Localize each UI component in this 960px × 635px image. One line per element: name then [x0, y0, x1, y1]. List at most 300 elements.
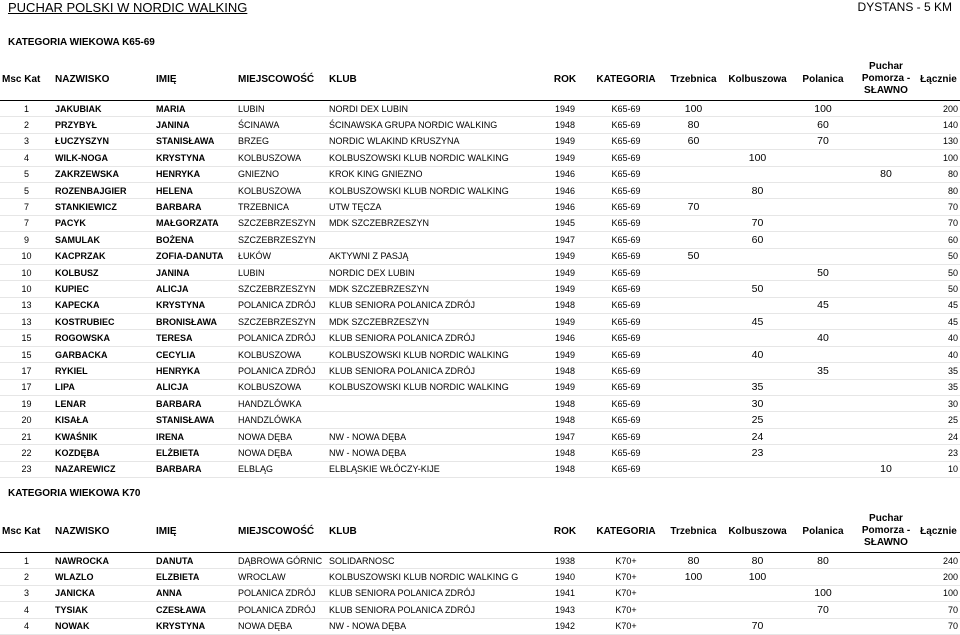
- cell-rok: 1948: [541, 363, 589, 379]
- cell-trzebnica: [663, 412, 724, 428]
- cell-lacznie: 45: [917, 297, 960, 313]
- cell-rok: 1949: [541, 264, 589, 280]
- cell-pomorza: [855, 346, 917, 362]
- cell-trzebnica: 50: [663, 248, 724, 264]
- table-row: [0, 553, 960, 569]
- cell-lacznie: 100: [917, 585, 960, 601]
- table-row: [0, 117, 960, 133]
- cell-msc: 17: [0, 363, 53, 379]
- cell-lacznie: 45: [917, 314, 960, 330]
- cell-trzebnica: [663, 396, 724, 412]
- cell-trzebnica: [663, 363, 724, 379]
- col-header-msc: Msc Kat: [0, 58, 53, 101]
- cell-msc: 4: [0, 618, 53, 634]
- cell-klub: [327, 396, 541, 412]
- cell-imie: MAŁGORZATA: [154, 215, 236, 231]
- cell-klub: AKTYWNI Z PASJĄ: [327, 248, 541, 264]
- cell-nazwisko: KOSTRUBIEC: [53, 314, 154, 330]
- cell-pomorza: 80: [855, 166, 917, 182]
- category-title: KATEGORIA WIEKOWA K65-69: [8, 37, 155, 48]
- cell-kolbuszowa: [724, 330, 791, 346]
- cell-klub: KLUB SENIORA POLANICA ZDRÓJ: [327, 363, 541, 379]
- col-header-imie: IMIĘ: [154, 510, 236, 553]
- cell-rok: 1949: [541, 101, 589, 117]
- cell-nazwisko: JANICKA: [53, 585, 154, 601]
- cell-rok: 1943: [541, 602, 589, 618]
- cell-kolbuszowa: [724, 602, 791, 618]
- table-row: [0, 281, 960, 297]
- col-header-nazwisko: NAZWISKO: [53, 58, 154, 101]
- cell-polanica: [791, 182, 855, 198]
- col-header-pomorza-line3: SŁAWNO: [864, 85, 908, 96]
- results-table-k70: [0, 510, 960, 635]
- cell-rok: 1948: [541, 297, 589, 313]
- cell-kolbuszowa: [724, 585, 791, 601]
- cell-nazwisko: STANKIEWICZ: [53, 199, 154, 215]
- cell-miejscowosc: LUBIN: [236, 264, 327, 280]
- cell-polanica: [791, 428, 855, 444]
- cell-nazwisko: RYKIEL: [53, 363, 154, 379]
- cell-polanica: 100: [791, 585, 855, 601]
- distance-label: DYSTANS - 5 KM: [857, 0, 952, 14]
- table-row: [0, 585, 960, 601]
- cell-imie: STANISŁAWA: [154, 133, 236, 149]
- cell-nazwisko: SAMULAK: [53, 232, 154, 248]
- cell-lacznie: 70: [917, 618, 960, 634]
- cell-msc: 5: [0, 182, 53, 198]
- cell-polanica: [791, 461, 855, 477]
- cell-rok: 1946: [541, 199, 589, 215]
- cell-lacznie: 80: [917, 166, 960, 182]
- cell-rok: 1949: [541, 379, 589, 395]
- cell-imie: ANNA: [154, 585, 236, 601]
- table-row: [0, 379, 960, 395]
- cell-msc: 15: [0, 346, 53, 362]
- cell-rok: 1949: [541, 133, 589, 149]
- cell-pomorza: [855, 569, 917, 585]
- cell-rok: 1948: [541, 412, 589, 428]
- cell-imie: ALICJA: [154, 379, 236, 395]
- document-header: [0, 0, 960, 16]
- col-header-pomorza-line2: Pomorza -: [861, 525, 911, 536]
- cell-kategoria: K65-69: [589, 297, 663, 313]
- cell-pomorza: [855, 363, 917, 379]
- table-row: [0, 396, 960, 412]
- cell-polanica: 100: [791, 101, 855, 117]
- cell-kolbuszowa: 23: [724, 445, 791, 461]
- cell-polanica: [791, 396, 855, 412]
- cell-pomorza: [855, 133, 917, 149]
- cell-trzebnica: [663, 445, 724, 461]
- cell-imie: HELENA: [154, 182, 236, 198]
- cell-rok: 1948: [541, 117, 589, 133]
- cell-nazwisko: KACPRZAK: [53, 248, 154, 264]
- cell-polanica: [791, 618, 855, 634]
- cell-miejscowosc: SZCZEBRZESZYN: [236, 314, 327, 330]
- cell-msc: 3: [0, 585, 53, 601]
- cell-msc: 5: [0, 166, 53, 182]
- cell-imie: ZOFIA-DANUTA: [154, 248, 236, 264]
- cell-nazwisko: ROZENBAJGIER: [53, 182, 154, 198]
- cell-miejscowosc: NOWA DĘBA: [236, 618, 327, 634]
- cell-polanica: 80: [791, 553, 855, 569]
- cell-rok: 1949: [541, 314, 589, 330]
- cell-klub: MDK SZCZEBRZESZYN: [327, 215, 541, 231]
- cell-kategoria: K65-69: [589, 363, 663, 379]
- cell-lacznie: 10: [917, 461, 960, 477]
- col-header-miejscowosc: MIEJSCOWOŚĆ: [236, 58, 327, 101]
- col-header-lacznie: Łącznie: [917, 510, 960, 553]
- document-title: PUCHAR POLSKI W NORDIC WALKING: [8, 0, 248, 15]
- cell-klub: KOLBUSZOWSKI KLUB NORDIC WALKING: [327, 150, 541, 166]
- cell-miejscowosc: SZCZEBRZESZYN: [236, 281, 327, 297]
- cell-nazwisko: TYSIAK: [53, 602, 154, 618]
- cell-rok: 1946: [541, 166, 589, 182]
- cell-pomorza: [855, 412, 917, 428]
- cell-imie: BOŻENA: [154, 232, 236, 248]
- cell-pomorza: [855, 117, 917, 133]
- cell-trzebnica: [663, 215, 724, 231]
- cell-miejscowosc: KOLBUSZOWA: [236, 379, 327, 395]
- category-title: KATEGORIA WIEKOWA K70: [8, 488, 141, 499]
- cell-rok: 1942: [541, 618, 589, 634]
- col-header-lacznie: Łącznie: [917, 58, 960, 101]
- cell-lacznie: 35: [917, 363, 960, 379]
- col-header-kolbuszowa: Kolbuszowa: [724, 58, 791, 101]
- cell-trzebnica: [663, 379, 724, 395]
- cell-msc: 10: [0, 281, 53, 297]
- table-row: [0, 248, 960, 264]
- cell-pomorza: [855, 101, 917, 117]
- cell-pomorza: [855, 553, 917, 569]
- cell-miejscowosc: DĄBROWA GÓRNIC: [236, 553, 327, 569]
- cell-polanica: [791, 445, 855, 461]
- cell-imie: MARIA: [154, 101, 236, 117]
- cell-pomorza: [855, 297, 917, 313]
- cell-rok: 1945: [541, 215, 589, 231]
- cell-klub: [327, 412, 541, 428]
- cell-polanica: [791, 166, 855, 182]
- cell-kategoria: K65-69: [589, 461, 663, 477]
- col-header-pomorza: [855, 510, 917, 553]
- cell-kategoria: K65-69: [589, 166, 663, 182]
- cell-imie: HENRYKA: [154, 166, 236, 182]
- cell-klub: NORDIC DEX LUBIN: [327, 264, 541, 280]
- table-header-row: [0, 58, 960, 101]
- col-header-kategoria: KATEGORIA: [589, 510, 663, 553]
- cell-polanica: 45: [791, 297, 855, 313]
- cell-trzebnica: [663, 166, 724, 182]
- cell-miejscowosc: ELBLĄG: [236, 461, 327, 477]
- table-row: [0, 618, 960, 634]
- table-row: [0, 428, 960, 444]
- cell-polanica: [791, 150, 855, 166]
- cell-polanica: [791, 232, 855, 248]
- cell-klub: NORDIC WLAKIND KRUSZYNA: [327, 133, 541, 149]
- cell-kategoria: K65-69: [589, 150, 663, 166]
- cell-msc: 1: [0, 553, 53, 569]
- cell-pomorza: [855, 428, 917, 444]
- cell-kolbuszowa: [724, 117, 791, 133]
- table-row: [0, 314, 960, 330]
- cell-pomorza: [855, 314, 917, 330]
- cell-trzebnica: [663, 330, 724, 346]
- cell-kategoria: K70+: [589, 585, 663, 601]
- cell-kolbuszowa: 80: [724, 553, 791, 569]
- col-header-pomorza: [855, 58, 917, 101]
- cell-trzebnica: [663, 602, 724, 618]
- cell-trzebnica: [663, 232, 724, 248]
- cell-polanica: 70: [791, 133, 855, 149]
- cell-kolbuszowa: [724, 461, 791, 477]
- cell-msc: 10: [0, 248, 53, 264]
- cell-kolbuszowa: [724, 363, 791, 379]
- cell-imie: KRYSTYNA: [154, 297, 236, 313]
- table-row: [0, 199, 960, 215]
- cell-kategoria: K70+: [589, 569, 663, 585]
- cell-nazwisko: KUPIEC: [53, 281, 154, 297]
- cell-kategoria: K65-69: [589, 346, 663, 362]
- cell-klub: NORDI DEX LUBIN: [327, 101, 541, 117]
- cell-nazwisko: NAWROCKA: [53, 553, 154, 569]
- cell-klub: KOLBUSZOWSKI KLUB NORDIC WALKING G: [327, 569, 541, 585]
- cell-imie: BRONISŁAWA: [154, 314, 236, 330]
- cell-rok: 1947: [541, 428, 589, 444]
- cell-kolbuszowa: [724, 248, 791, 264]
- cell-klub: KLUB SENIORA POLANICA ZDRÓJ: [327, 297, 541, 313]
- cell-kolbuszowa: 100: [724, 150, 791, 166]
- cell-klub: KROK KING GNIEZNO: [327, 166, 541, 182]
- cell-trzebnica: [663, 281, 724, 297]
- cell-kategoria: K65-69: [589, 248, 663, 264]
- cell-kolbuszowa: 40: [724, 346, 791, 362]
- cell-miejscowosc: KOLBUSZOWA: [236, 182, 327, 198]
- cell-lacznie: 50: [917, 281, 960, 297]
- cell-polanica: [791, 281, 855, 297]
- cell-lacznie: 40: [917, 346, 960, 362]
- cell-trzebnica: [663, 297, 724, 313]
- cell-klub: ŚCINAWSKA GRUPA NORDIC WALKING: [327, 117, 541, 133]
- cell-msc: 23: [0, 461, 53, 477]
- cell-trzebnica: 70: [663, 199, 724, 215]
- cell-pomorza: [855, 199, 917, 215]
- cell-miejscowosc: POLANICA ZDRÓJ: [236, 585, 327, 601]
- cell-rok: 1949: [541, 281, 589, 297]
- cell-msc: 22: [0, 445, 53, 461]
- cell-nazwisko: KOZDĘBA: [53, 445, 154, 461]
- table-header-row: [0, 510, 960, 553]
- cell-miejscowosc: HANDZLÓWKA: [236, 396, 327, 412]
- cell-msc: 4: [0, 150, 53, 166]
- cell-rok: 1947: [541, 232, 589, 248]
- cell-nazwisko: NAZAREWICZ: [53, 461, 154, 477]
- cell-trzebnica: [663, 314, 724, 330]
- col-header-pomorza-line3: SŁAWNO: [864, 537, 908, 548]
- cell-kategoria: K65-69: [589, 428, 663, 444]
- cell-lacznie: 24: [917, 428, 960, 444]
- cell-trzebnica: 60: [663, 133, 724, 149]
- cell-msc: 20: [0, 412, 53, 428]
- table-row: [0, 297, 960, 313]
- cell-kategoria: K65-69: [589, 117, 663, 133]
- cell-polanica: 70: [791, 602, 855, 618]
- col-header-trzebnica: Trzebnica: [663, 58, 724, 101]
- cell-trzebnica: [663, 618, 724, 634]
- cell-kolbuszowa: 60: [724, 232, 791, 248]
- cell-rok: 1946: [541, 182, 589, 198]
- cell-imie: DANUTA: [154, 553, 236, 569]
- cell-pomorza: [855, 396, 917, 412]
- cell-pomorza: [855, 585, 917, 601]
- cell-kolbuszowa: 30: [724, 396, 791, 412]
- table-row: [0, 330, 960, 346]
- cell-klub: UTW TĘCZA: [327, 199, 541, 215]
- cell-pomorza: [855, 281, 917, 297]
- cell-pomorza: [855, 248, 917, 264]
- cell-kategoria: K65-69: [589, 445, 663, 461]
- cell-kolbuszowa: [724, 199, 791, 215]
- cell-msc: 3: [0, 133, 53, 149]
- cell-miejscowosc: SZCZEBRZESZYN: [236, 232, 327, 248]
- col-header-nazwisko: NAZWISKO: [53, 510, 154, 553]
- cell-pomorza: [855, 232, 917, 248]
- cell-lacznie: 140: [917, 117, 960, 133]
- cell-klub: NW - NOWA DĘBA: [327, 445, 541, 461]
- cell-lacznie: 60: [917, 232, 960, 248]
- cell-trzebnica: 100: [663, 101, 724, 117]
- col-header-polanica: Polanica: [791, 510, 855, 553]
- table-row: [0, 232, 960, 248]
- col-header-rok: ROK: [541, 510, 589, 553]
- cell-imie: HENRYKA: [154, 363, 236, 379]
- col-header-klub: KLUB: [327, 58, 541, 101]
- col-header-miejscowosc: MIEJSCOWOŚĆ: [236, 510, 327, 553]
- cell-nazwisko: WILK-NOGA: [53, 150, 154, 166]
- cell-kolbuszowa: 80: [724, 182, 791, 198]
- cell-polanica: 60: [791, 117, 855, 133]
- cell-imie: CECYLIA: [154, 346, 236, 362]
- cell-kolbuszowa: [724, 166, 791, 182]
- cell-kategoria: K65-69: [589, 330, 663, 346]
- cell-klub: KOLBUSZOWSKI KLUB NORDIC WALKING: [327, 182, 541, 198]
- cell-trzebnica: 80: [663, 117, 724, 133]
- table-row: [0, 166, 960, 182]
- cell-nazwisko: JAKUBIAK: [53, 101, 154, 117]
- cell-miejscowosc: ŚCINAWA: [236, 117, 327, 133]
- cell-pomorza: [855, 602, 917, 618]
- col-header-rok: ROK: [541, 58, 589, 101]
- cell-trzebnica: 100: [663, 569, 724, 585]
- cell-polanica: 35: [791, 363, 855, 379]
- cell-rok: 1946: [541, 330, 589, 346]
- cell-lacznie: 40: [917, 330, 960, 346]
- cell-lacznie: 70: [917, 199, 960, 215]
- cell-trzebnica: [663, 264, 724, 280]
- cell-kategoria: K65-69: [589, 314, 663, 330]
- cell-nazwisko: NOWAK: [53, 618, 154, 634]
- cell-imie: ELŻBIETA: [154, 445, 236, 461]
- table-row: [0, 569, 960, 585]
- cell-trzebnica: 80: [663, 553, 724, 569]
- cell-pomorza: [855, 215, 917, 231]
- cell-lacznie: 200: [917, 569, 960, 585]
- cell-miejscowosc: POLANICA ZDRÓJ: [236, 297, 327, 313]
- cell-nazwisko: PACYK: [53, 215, 154, 231]
- col-header-kategoria: KATEGORIA: [589, 58, 663, 101]
- col-header-msc: Msc Kat: [0, 510, 53, 553]
- cell-klub: NW - NOWA DĘBA: [327, 618, 541, 634]
- cell-nazwisko: GARBACKA: [53, 346, 154, 362]
- cell-imie: BARBARA: [154, 199, 236, 215]
- cell-miejscowosc: GNIEZNO: [236, 166, 327, 182]
- cell-pomorza: [855, 379, 917, 395]
- cell-polanica: [791, 412, 855, 428]
- cell-nazwisko: LIPA: [53, 379, 154, 395]
- table-row: [0, 264, 960, 280]
- cell-miejscowosc: ŁUKÓW: [236, 248, 327, 264]
- table-row: [0, 150, 960, 166]
- cell-lacznie: 50: [917, 264, 960, 280]
- cell-miejscowosc: POLANICA ZDRÓJ: [236, 363, 327, 379]
- cell-kolbuszowa: 35: [724, 379, 791, 395]
- table-row: [0, 461, 960, 477]
- cell-rok: 1949: [541, 150, 589, 166]
- cell-msc: 15: [0, 330, 53, 346]
- cell-kategoria: K65-69: [589, 101, 663, 117]
- cell-lacznie: 100: [917, 150, 960, 166]
- table-body: [0, 553, 960, 635]
- cell-kategoria: K65-69: [589, 215, 663, 231]
- cell-miejscowosc: KOLBUSZOWA: [236, 150, 327, 166]
- cell-klub: KLUB SENIORA POLANICA ZDRÓJ: [327, 330, 541, 346]
- cell-miejscowosc: POLANICA ZDRÓJ: [236, 330, 327, 346]
- cell-pomorza: [855, 618, 917, 634]
- cell-imie: JANINA: [154, 264, 236, 280]
- cell-polanica: [791, 215, 855, 231]
- cell-miejscowosc: LUBIN: [236, 101, 327, 117]
- cell-rok: 1949: [541, 248, 589, 264]
- table-row: [0, 346, 960, 362]
- cell-pomorza: [855, 445, 917, 461]
- cell-nazwisko: ZAKRZEWSKA: [53, 166, 154, 182]
- cell-rok: 1948: [541, 461, 589, 477]
- cell-msc: 21: [0, 428, 53, 444]
- cell-trzebnica: [663, 182, 724, 198]
- cell-kolbuszowa: [724, 297, 791, 313]
- cell-kolbuszowa: 70: [724, 618, 791, 634]
- cell-polanica: [791, 346, 855, 362]
- cell-kategoria: K70+: [589, 602, 663, 618]
- cell-nazwisko: KISAŁA: [53, 412, 154, 428]
- col-header-trzebnica: Trzebnica: [663, 510, 724, 553]
- cell-msc: 10: [0, 264, 53, 280]
- cell-rok: 1940: [541, 569, 589, 585]
- cell-nazwisko: WLAZLO: [53, 569, 154, 585]
- cell-trzebnica: [663, 461, 724, 477]
- cell-kategoria: K65-69: [589, 281, 663, 297]
- cell-klub: SOLIDARNOSC: [327, 553, 541, 569]
- cell-miejscowosc: BRZEG: [236, 133, 327, 149]
- cell-polanica: [791, 314, 855, 330]
- cell-klub: NW - NOWA DĘBA: [327, 428, 541, 444]
- cell-imie: BARBARA: [154, 461, 236, 477]
- cell-pomorza: [855, 182, 917, 198]
- cell-lacznie: 30: [917, 396, 960, 412]
- col-header-kolbuszowa: Kolbuszowa: [724, 510, 791, 553]
- cell-kategoria: K65-69: [589, 199, 663, 215]
- cell-msc: 9: [0, 232, 53, 248]
- cell-msc: 4: [0, 602, 53, 618]
